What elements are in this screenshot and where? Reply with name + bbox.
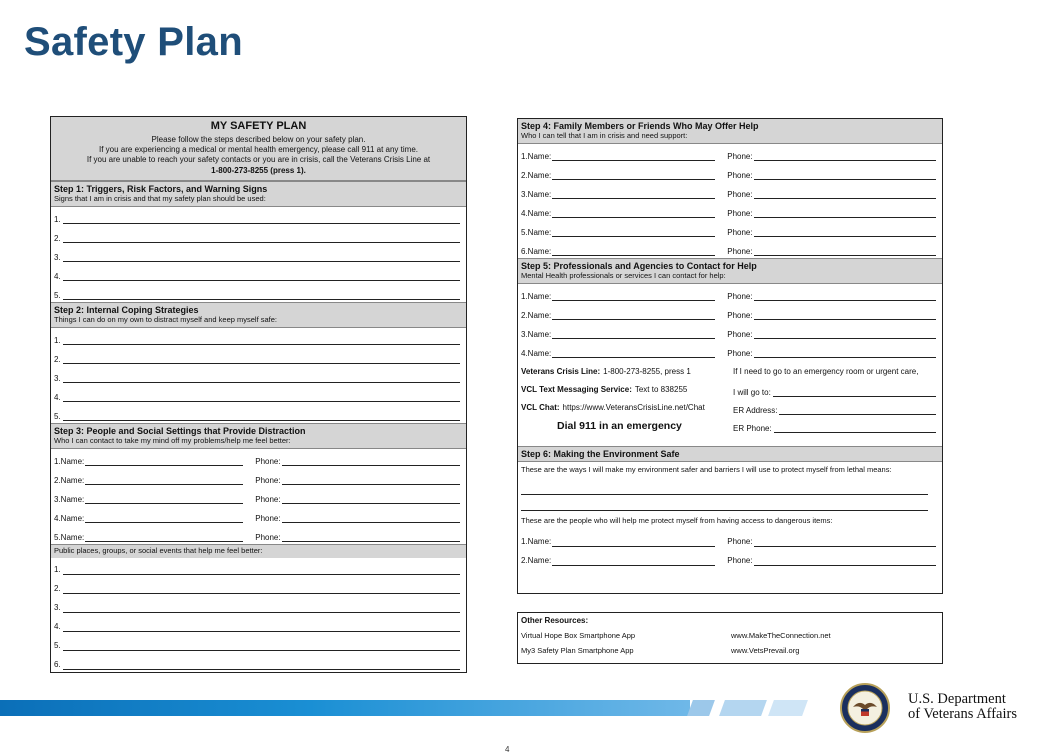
step1-item-line[interactable] [51,283,466,302]
safety-plan-title: MY SAFETY PLAN [210,120,307,132]
contact-row[interactable] [518,239,942,258]
step1-header [51,181,466,207]
header-line-2: If you are experiencing a medical or mental health emergency, please call 911 at any time. [99,145,418,155]
phone-field[interactable] [754,217,936,218]
place-line[interactable] [51,615,466,634]
contact-number: 1. [521,151,528,161]
item-number: 1. [54,335,61,345]
er-phone-row[interactable] [733,417,936,435]
crisis-info [518,360,942,446]
phone-field[interactable] [754,300,936,301]
phone-label: Phone: [727,310,753,320]
phone-field[interactable] [754,319,936,320]
name-field[interactable] [85,484,243,485]
step3-subtitle: Who I can contact to take my mind off my problems/help me feel better: [54,436,291,446]
item-number: 2. [54,354,61,364]
contact-row[interactable] [51,468,466,487]
step6-ways-text: These are the ways I will make my environment safer and barriers I will use to protect myself from lethal means: [521,465,892,475]
name-field[interactable] [552,546,715,547]
contact-number: 5. [54,532,61,542]
name-field[interactable] [85,522,243,523]
phone-field[interactable] [754,338,936,339]
footer-bar [0,700,690,716]
slide-title: Safety Plan [24,20,243,64]
step1-list [51,207,466,302]
contact-row[interactable] [518,303,942,322]
place-line[interactable] [51,596,466,615]
item-number: 5. [54,290,61,300]
phone-field[interactable] [754,236,936,237]
item-number: 3. [54,373,61,383]
phone-label: Phone: [255,513,281,523]
step5-contacts [518,284,942,360]
text-service-value: Text to 838255 [634,385,688,395]
name-field[interactable] [552,179,715,180]
phone-label: Phone: [727,151,753,161]
header-line-4: 1-800-273-8255 (press 1). [211,165,306,175]
item-number: 5. [54,641,61,651]
name-field[interactable] [552,236,715,237]
place-line[interactable] [51,653,466,672]
name-field[interactable] [552,160,715,161]
name-label: Name: [527,556,552,566]
er-phone-label: ER Phone: [733,423,772,433]
va-wordmark-line-1: U.S. Department [908,691,1006,707]
text-service-label: VCL Text Messaging Service: [521,385,632,395]
contact-row[interactable] [518,144,942,163]
item-number: 4. [54,392,61,402]
resource-row [518,645,942,660]
va-seal-logo [840,683,890,733]
name-label: Name: [527,227,552,237]
phone-label: Phone: [255,475,281,485]
header-line-3: If you are unable to reach your safety contacts or you are in crisis, call the Veterans Crisis Line at [86,155,431,165]
chat-row [521,399,729,417]
name-field[interactable] [552,338,715,339]
phone-label: Phone: [727,291,753,301]
step4-title: Step 4: Family Members or Friends Who May Offer Help [521,121,759,131]
contact-row[interactable] [518,163,942,182]
step3-header [51,423,466,449]
name-label: Name: [527,208,552,218]
contact-number: 3. [521,329,528,339]
step2-item-line[interactable] [51,366,466,385]
phone-label: Phone: [727,348,753,358]
name-field[interactable] [552,300,715,301]
step6-contacts [518,530,942,568]
phone-field[interactable] [754,565,936,566]
er-address-field[interactable] [779,414,936,415]
step5-header [518,258,942,284]
name-label: Name: [527,189,552,199]
contact-number: 2. [521,170,528,180]
phone-label: Phone: [727,556,753,566]
er-address-row[interactable] [733,399,936,417]
contact-number: 2. [521,310,528,320]
step1-item-line[interactable] [51,226,466,245]
step6-ways-line[interactable] [521,479,928,495]
step2-list [51,328,466,423]
er-address-label: ER Address: [733,405,778,415]
step4-contacts [518,144,942,258]
phone-label: Phone: [727,329,753,339]
name-label: Name: [527,170,552,180]
resources-title: Other Resources: [521,616,589,625]
name-field[interactable] [85,503,243,504]
contact-number: 6. [521,246,528,256]
resource-link[interactable]: www.VetsPrevail.org [731,645,800,655]
item-number: 2. [54,584,61,594]
phone-label: Phone: [727,246,753,256]
contact-number: 3. [521,189,528,199]
place-line[interactable] [51,558,466,577]
item-number: 4. [54,622,61,632]
phone-field[interactable] [754,546,936,547]
resource-app: Virtual Hope Box Smartphone App [521,631,636,641]
contact-number: 1. [54,456,61,466]
step1-subtitle: Signs that I am in crisis and that my safety plan should be used: [54,194,266,204]
step6-ways-line[interactable] [521,495,928,511]
step6-title: Step 6: Making the Environment Safe [521,448,680,459]
step3-places-label: Public places, groups, or social events that help me feel better: [51,544,466,558]
va-wordmark-line-2: of Veterans Affairs [908,706,1017,723]
phone-field[interactable] [754,357,936,358]
header-line-1: Please follow the steps described below on your safety plan. [151,134,366,144]
item-number: 3. [54,252,61,262]
name-field[interactable] [85,541,243,542]
contact-row[interactable] [518,201,942,220]
step1-item-line[interactable] [51,207,466,226]
phone-label: Phone: [255,456,281,466]
contact-row[interactable] [51,506,466,525]
va-wordmark [908,692,1017,722]
phone-field[interactable] [754,255,936,256]
name-label: Name: [527,310,552,320]
name-label: Name: [60,494,85,504]
name-field[interactable] [552,357,715,358]
crisis-line-value: 1-800-273-8255, press 1 [603,367,691,377]
phone-field[interactable] [282,541,460,542]
step2-item-line[interactable] [51,347,466,366]
phone-field[interactable] [282,484,460,485]
name-label: Name: [527,329,552,339]
step1-title: Step 1: Triggers, Risk Factors, and Warning Signs [54,184,268,194]
name-field[interactable] [552,217,715,218]
footer-stripe [719,700,767,716]
item-number: 1. [54,214,61,224]
chat-url: https://www.VeteransCrisisLine.net/Chat [562,403,705,413]
phone-label: Phone: [727,537,753,547]
safety-plan-left-page [50,116,467,673]
er-go-row[interactable] [733,381,936,399]
step2-item-line[interactable] [51,385,466,404]
phone-field[interactable] [754,160,936,161]
crisis-line-label: Veterans Crisis Line: [521,367,601,377]
er-phone-field[interactable] [774,432,936,433]
contact-number: 4. [521,348,528,358]
step2-subtitle: Things I can do on my own to distract myself and keep myself safe: [54,315,278,325]
step3-title: Step 3: People and Social Settings that Provide Distraction [54,425,306,436]
footer-stripe [768,700,808,716]
phone-label: Phone: [255,532,281,542]
name-label: Name: [527,291,552,301]
contact-number: 4. [54,513,61,523]
other-resources-box [517,612,943,664]
contact-number: 2. [521,556,528,566]
name-field[interactable] [552,565,715,566]
step4-header [518,119,942,144]
contact-number: 1. [521,291,528,301]
phone-field[interactable] [282,465,460,466]
contact-row[interactable] [518,220,942,239]
name-field[interactable] [552,255,715,256]
item-number: 5. [54,411,61,421]
step5-title: Step 5: Professionals and Agencies to Contact for Help [521,260,757,271]
item-number: 4. [54,271,61,281]
step3-contacts [51,449,466,544]
safety-plan-right-page [517,118,943,594]
footer-stripe [687,700,715,716]
name-field[interactable] [552,198,715,199]
contact-row[interactable] [51,487,466,506]
step1-item-line[interactable] [51,245,466,264]
contact-row[interactable] [518,341,942,360]
crisis-line-row [521,363,729,381]
phone-field[interactable] [754,198,936,199]
step2-title: Step 2: Internal Coping Strategies [54,304,199,315]
phone-label: Phone: [255,494,281,504]
step4-subtitle: Who I can tell that I am in crisis and need support: [521,131,688,141]
contact-number: 4. [521,208,528,218]
name-label: Name: [527,246,552,256]
name-label: Name: [60,513,85,523]
crisis-lines [521,363,729,446]
phone-field[interactable] [754,179,936,180]
safety-plan-header [51,117,466,181]
item-number: 6. [54,660,61,670]
contact-row[interactable] [518,182,942,201]
contact-number: 3. [54,494,61,504]
chat-label: VCL Chat: [521,403,560,413]
step3-places [51,558,466,672]
contact-row[interactable] [51,449,466,468]
step6-header [518,446,942,462]
er-intro: If I need to go to an emergency room or urgent care, [733,367,919,377]
resource-app: My3 Safety Plan Smartphone App [521,645,634,655]
contact-row[interactable] [518,322,942,341]
resource-row [518,630,942,645]
phone-label: Phone: [727,227,753,237]
contact-number: 5. [521,227,528,237]
contact-row[interactable] [518,549,942,568]
step2-item-line[interactable] [51,404,466,423]
contact-row[interactable] [51,525,466,544]
name-label: Name: [527,537,552,547]
place-line[interactable] [51,634,466,653]
resource-link[interactable]: www.MakeTheConnection.net [731,631,831,641]
step2-item-line[interactable] [51,328,466,347]
step1-item-line[interactable] [51,264,466,283]
item-number: 1. [54,565,61,575]
item-number: 3. [54,603,61,613]
page-number: 4 [505,745,510,754]
place-line[interactable] [51,577,466,596]
name-field[interactable] [552,319,715,320]
er-go-label: I will go to: [733,387,771,397]
contact-number: 2. [54,475,61,485]
contact-row[interactable] [518,284,942,303]
dial-911-notice: Dial 911 in an emergency [557,419,682,432]
name-label: Name: [60,475,85,485]
name-field[interactable] [85,465,243,466]
name-label: Name: [527,151,552,161]
er-info [729,363,939,446]
name-label: Name: [60,532,85,542]
item-number: 2. [54,233,61,243]
contact-row[interactable] [518,530,942,549]
contact-number: 1. [521,537,528,547]
name-label: Name: [60,456,85,466]
name-label: Name: [527,348,552,358]
step6-people-text: These are the people who will help me protect myself from having access to dangerous items: [521,515,833,525]
phone-field[interactable] [282,503,460,504]
phone-label: Phone: [727,170,753,180]
step5-subtitle: Mental Health professionals or services I can contact for help: [521,271,726,281]
phone-label: Phone: [727,189,753,199]
phone-label: Phone: [727,208,753,218]
step2-header [51,302,466,328]
phone-field[interactable] [282,522,460,523]
text-service-row [521,381,729,399]
er-go-field[interactable] [773,396,936,397]
